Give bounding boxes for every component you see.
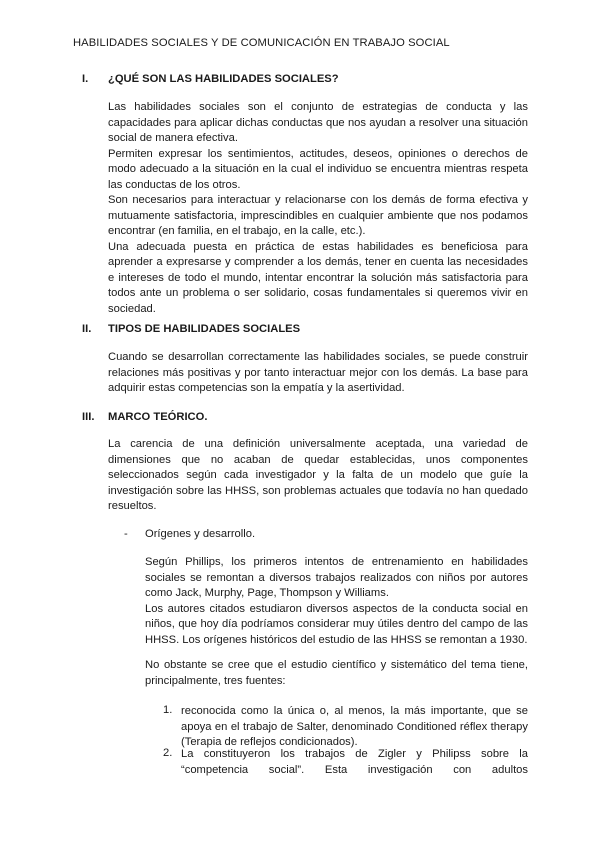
subsection-paragraph: Los autores citados estudiaron diversos aspectos de la conducta social en niños, que hoy día podríamos considerar muy útiles dentro del campo de las HHSS. Los orígenes históricos del estudio de las HHSS se remontan a 1930. (145, 602, 528, 646)
section-3-body (108, 437, 528, 515)
section-3-number: III. (82, 411, 95, 423)
section-1-body (108, 100, 528, 317)
section-2-title: TIPOS DE HABILIDADES SOCIALES (108, 323, 301, 335)
subsection-body (145, 555, 528, 648)
running-header: HABILIDADES SOCIALES Y DE COMUNICACIÓN EN TRABAJO SOCIAL (73, 37, 450, 49)
subsection-paragraph: No obstante se cree que el estudio científico y sistemático del tema tiene, principalmente, tres fuentes: (145, 659, 528, 687)
section-1-paragraph: Permiten expresar los sentimientos, actitudes, deseos, opiniones o derechos de modo adecuado a la situación en la cual el individuo se encuentra mientras respeta las conductas de los otros. (108, 147, 528, 191)
subsection-intro (145, 658, 528, 689)
section-3-title: MARCO TEÓRICO. (108, 411, 208, 423)
subsection-title: Orígenes y desarrollo. (145, 528, 256, 540)
section-1-paragraph: Una adecuada puesta en práctica de estas habilidades es beneficiosa para aprender a expresarse y comprender a los demás, tener en cuenta las necesidades e intereses de todo el mundo, intentar encontrar la solución más satisfactoria para todos ante un problema o ser solidario, cosas fundamentales si queremos vivir en sociedad. (108, 240, 528, 315)
subsection-paragraph: Según Phillips, los primeros intentos de entrenamiento en habilidades sociales se remontan a diversos trabajos realizados con niños por autores como Jack, Murphy, Page, Thompson y Williams. (145, 556, 528, 599)
section-2-number: II. (82, 323, 92, 335)
subsection-bullet: - (124, 528, 128, 540)
section-3-paragraph: La carencia de una definición universalmente aceptada, una variedad de dimensiones que no acaban de quedar establecidas, unos componentes seleccionados según cada investigador y la falta de un modelo que guíe la investigación sobre las HHSS, son problemas actuales que todavía no han quedado resueltos. (108, 438, 528, 512)
section-1-paragraph: Las habilidades sociales son el conjunto de estrategias de conducta y las capacidades para aplicar dichas conductas que nos ayudan a resolver una situación social de manera efectiva. (108, 101, 528, 144)
list-item: reconocida como la única o, al menos, la más importante, que se apoya en el trabajo de Salter, denominado Conditioned réflex therapy (Terapia de reflejos condicionados). (181, 705, 528, 748)
list-item: La constituyeron los trabajos de Zigler y Philipss sobre la “competencia social”. Esta investigación con adultos (181, 748, 528, 776)
list-item-number: 2. (163, 747, 173, 759)
section-1-number: I. (82, 73, 89, 85)
section-2-body (108, 350, 528, 397)
section-2-paragraph: Cuando se desarrollan correctamente las habilidades sociales, se puede construir relaciones más positivas y por tanto interactuar mejor con los demás. La base para adquirir estas competencias son la empatía y la asertividad. (108, 351, 528, 394)
section-1-paragraph: Son necesarios para interactuar y relacionarse con los demás de forma efectiva y mutuamente satisfactoria, imprescindibles en cualquier ambiente que nos podamos encontrar (en familia, en el trabajo, en la calle, etc.). (108, 194, 528, 237)
section-1-title: ¿QUÉ SON LAS HABILIDADES SOCIALES? (108, 73, 339, 85)
list-item-number: 1. (163, 704, 173, 716)
